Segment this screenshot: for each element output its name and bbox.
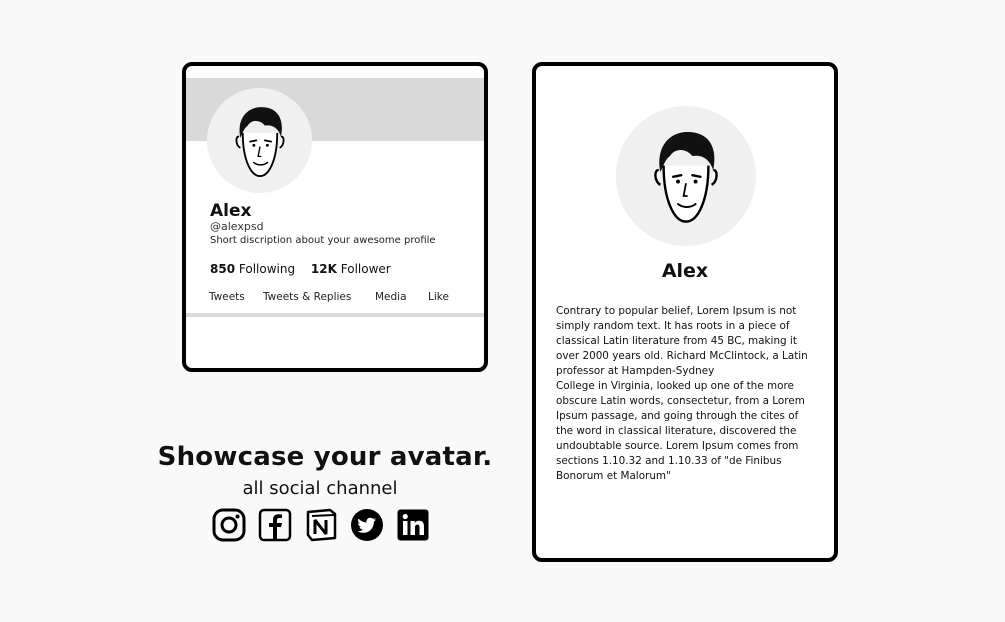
tab-tweets-replies[interactable]: Tweets & Replies xyxy=(263,291,352,303)
following-label: Following xyxy=(238,262,296,276)
profile-card xyxy=(182,62,488,372)
linkedin-icon[interactable] xyxy=(396,508,430,542)
tab-divider xyxy=(186,313,484,317)
followers-label: Follower xyxy=(340,262,391,276)
following-count: 850 xyxy=(210,262,236,276)
tab-tweets[interactable]: Tweets xyxy=(209,291,245,303)
notion-icon[interactable] xyxy=(304,508,338,542)
instagram-icon[interactable] xyxy=(212,508,246,542)
bio-avatar[interactable] xyxy=(616,106,756,246)
showcase-subline: all social channel xyxy=(242,478,398,499)
profile-avatar[interactable] xyxy=(207,88,312,193)
tab-media[interactable]: Media xyxy=(375,291,407,303)
bio-card xyxy=(532,62,838,562)
bio-text: Contrary to popular belief, Lorem Ipsum is not simply random text. It has roots in a piece of classical Latin literature from 45 BC, making it over 2000 years old. Richard McClintock, a Latin professor at Hampden-Sydney College in Virginia, looked up one of the more obscure Latin words, consectetur, from a Lorem Ipsum passage, and going through the cites of the word in classical literature, discovered the undoubtable source. Lorem Ipsum comes from sections 1.10.32 and 1.10.33 of "de Finibus Bonorum et Malorum" xyxy=(556,305,808,482)
tab-like[interactable]: Like xyxy=(428,291,449,303)
showcase-headline: Showcase your avatar. xyxy=(157,442,493,472)
followers-stat[interactable] xyxy=(311,262,391,276)
profile-handle: @alexpsd xyxy=(210,220,264,233)
bio-name: Alex xyxy=(661,260,709,282)
social-icons xyxy=(212,508,430,542)
followers-count: 12K xyxy=(310,262,337,276)
facebook-icon[interactable] xyxy=(258,508,292,542)
following-stat[interactable] xyxy=(210,262,295,276)
profile-name: Alex xyxy=(210,201,252,221)
avatar-face-icon xyxy=(229,101,291,181)
profile-description: Short discription about your awesome profile xyxy=(210,235,436,246)
avatar-face-icon xyxy=(646,124,726,228)
profile-stats xyxy=(210,262,403,276)
twitter-icon[interactable] xyxy=(350,508,384,542)
